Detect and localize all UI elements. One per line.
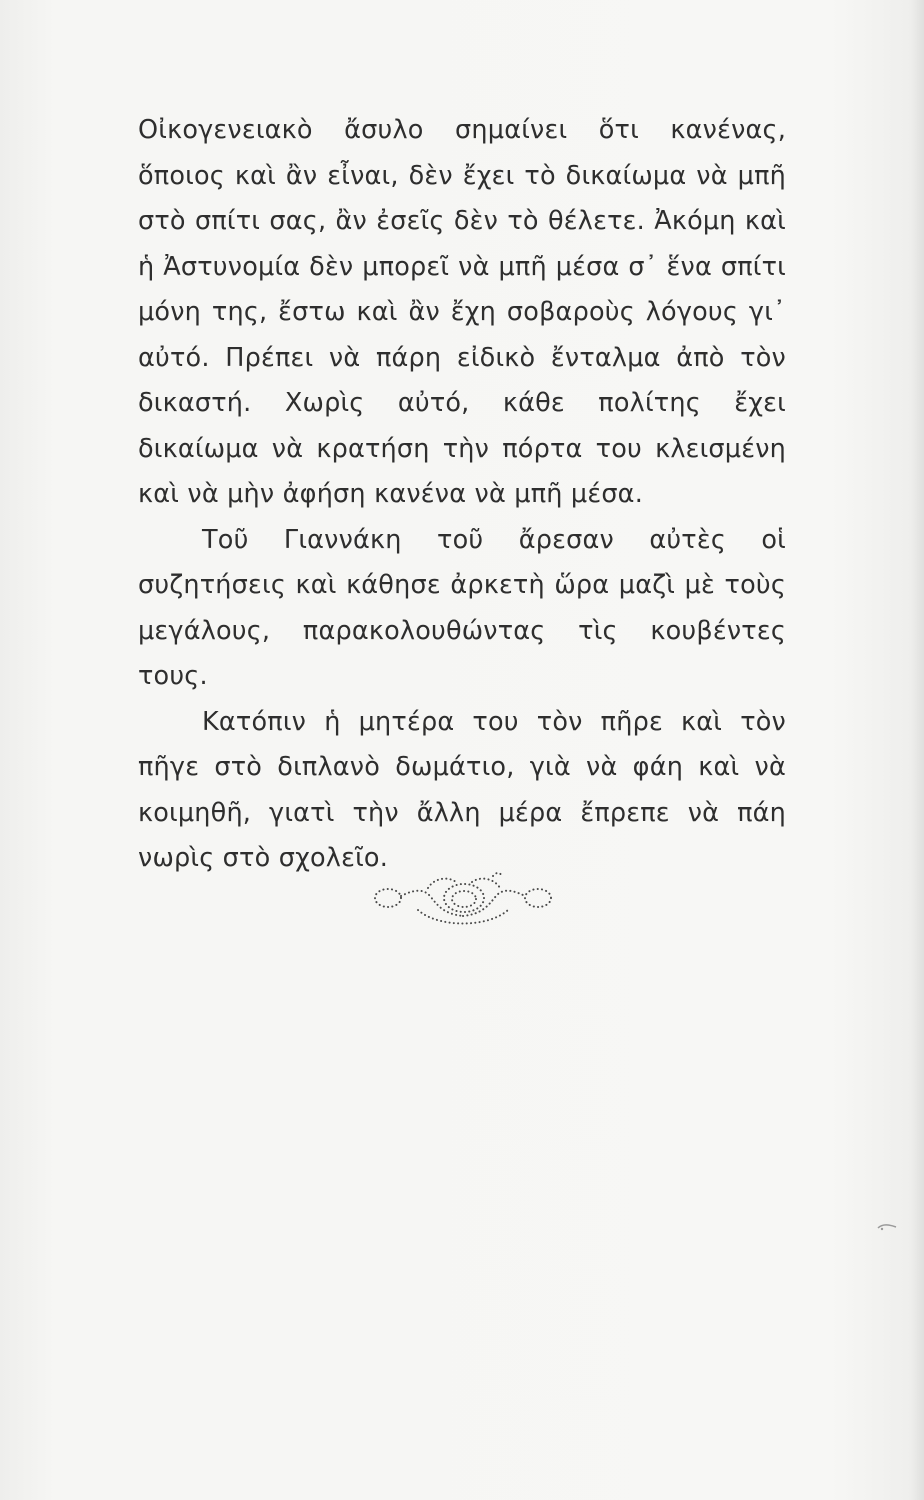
body-text	[138, 108, 786, 882]
paragraph-1: Οἰκογενειακὸ ἄσυλο σημαίνει ὅτι κανένας, ὅποιος καὶ ἂν εἶναι, δὲν ἔχει τὸ δικαίωμα νὰ μπῆ στὸ σπίτι σας, ἂν ἐσεῖς δὲν τὸ θέλετε. Ἀκόμη καὶ ἡ Ἀστυνομία δὲν μπορεῖ νὰ μπῆ μέσα σ᾿ ἕνα σπίτι μόνη της, ἔστω καὶ ἂν ἔχη σοβαροὺς λόγους γι᾿ αὐτό. Πρέπει νὰ πάρη εἰδικὸ ἔνταλμα ἀπὸ τὸν δικαστή. Χωρὶς αὐτό, κάθε πολίτης ἔχει δικαίωμα νὰ κρατήση τὴν πόρτα του κλεισμένη καὶ νὰ μὴν ἀφήση κανένα νὰ μπῆ μέσα.	[138, 115, 786, 509]
page-edge-shadow	[910, 0, 924, 1500]
paragraph-2: Τοῦ Γιαννάκη τοῦ ἄρεσαν αὐτὲς οἱ συζητήσεις καὶ κάθησε ἀρκετὴ ὥρα μαζὶ μὲ τοὺς μεγάλους, παρακολουθώντας τὶς κουβέντες τους.	[138, 524, 786, 691]
dotted-scroll-ornament-icon	[368, 868, 558, 938]
ink-speck	[876, 1218, 900, 1234]
paragraph-3: Κατόπιν ἡ μητέρα του τὸν πῆρε καὶ τὸν πῆγε στὸ διπλανὸ δωμάτιο, γιὰ νὰ φάη καὶ νὰ κοιμηθῆ, γιατὶ τὴν ἄλλη μέρα ἔπρεπε νὰ πάη νωρὶς στὸ σχολεῖο.	[138, 706, 786, 873]
